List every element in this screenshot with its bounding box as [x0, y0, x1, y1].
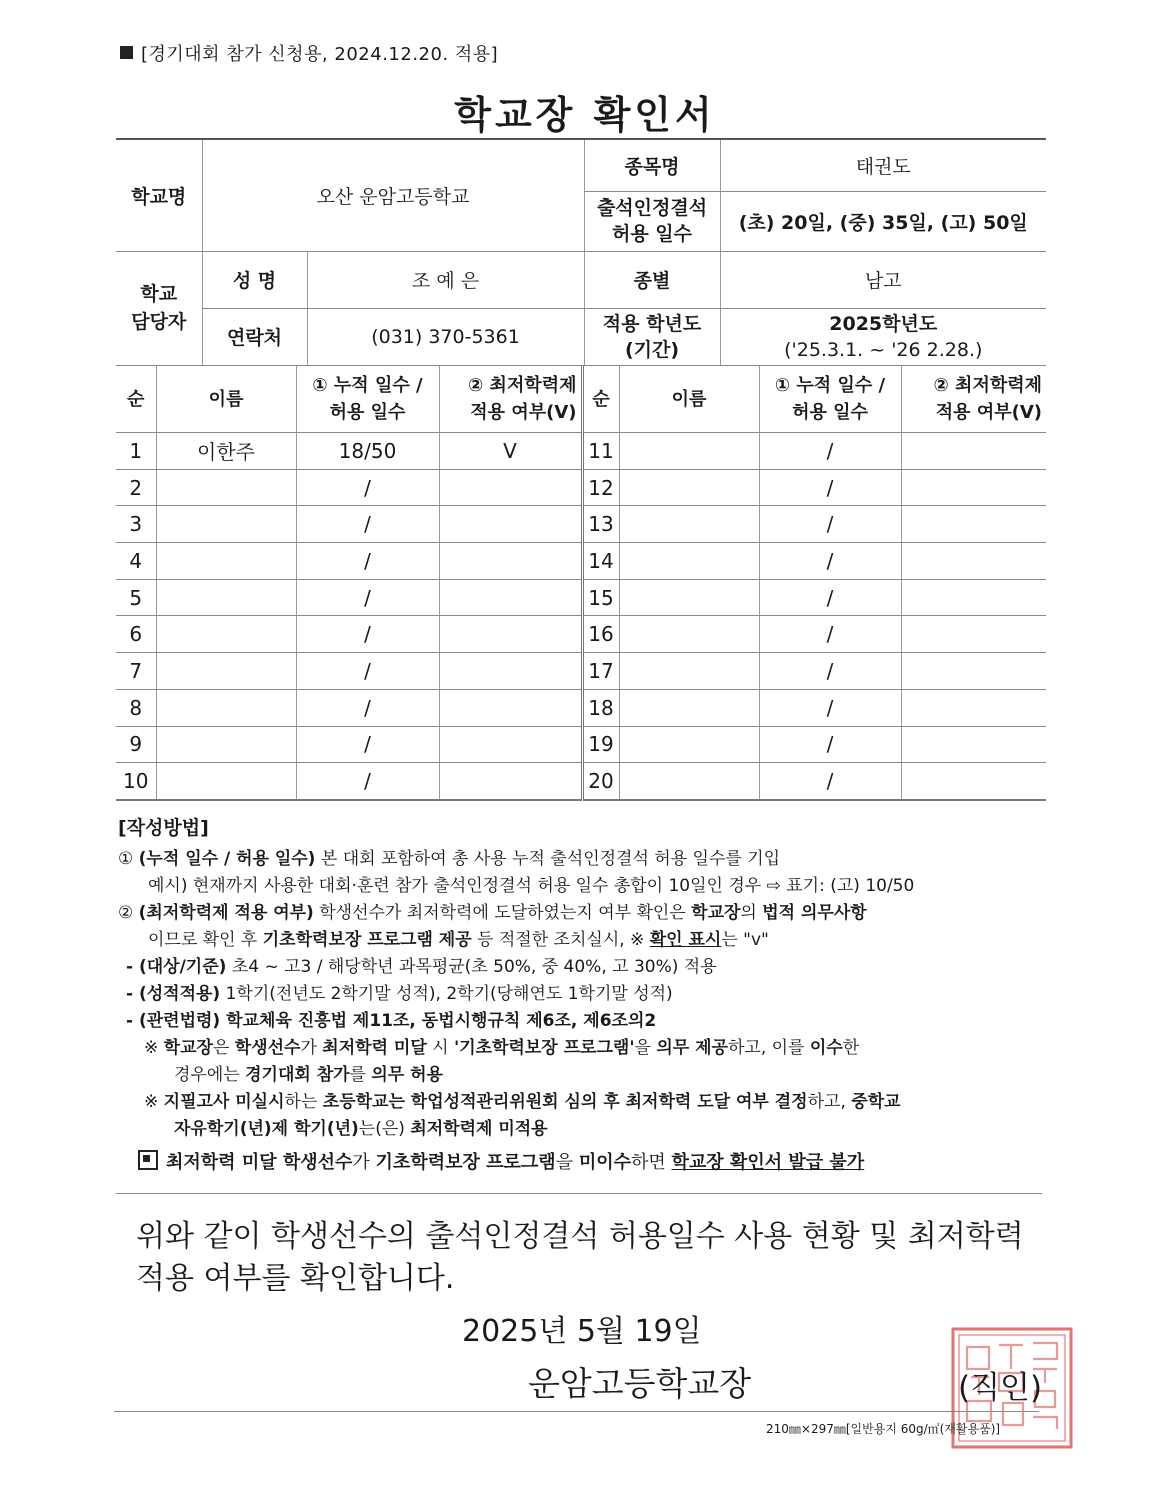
roster-cell-min	[901, 763, 1046, 800]
roster-cell-days: /	[759, 689, 901, 726]
confirmation-line-2: 적용 여부를 확인합니다.	[136, 1261, 455, 1296]
roster-cell-name	[619, 506, 759, 543]
roster-cell-no: 8	[116, 689, 156, 726]
roster-cell-days: /	[296, 543, 439, 580]
manager-name-value: 조 예 은	[307, 251, 584, 308]
manager-label	[116, 251, 202, 365]
note-1: ※ 학교장은 학생선수가 최저학력 미달 시 '기초학력보장 프로그램'을 의무 제공하고, 이를 이수한	[144, 1038, 860, 1058]
issue-date: 2025년 5월 19일	[462, 1314, 702, 1349]
col-header-min-academic-2: ② 최저학력제 적용 여부(V)	[901, 366, 1046, 433]
roster-cell-min	[439, 506, 582, 543]
roster-cell-days: /	[296, 469, 439, 506]
col-header-name: 이름	[156, 366, 296, 433]
roster-cell-name	[619, 579, 759, 616]
roster-cell-days: /	[759, 469, 901, 506]
roster-cell-min	[901, 653, 1046, 690]
seal-label: (직인)	[958, 1370, 1043, 1406]
roster-cell-name	[619, 689, 759, 726]
roster-cell-days: /	[759, 653, 901, 690]
roster-cell-min	[439, 579, 582, 616]
roster-cell-days: /	[296, 726, 439, 763]
roster-cell-no: 9	[116, 726, 156, 763]
roster-cell-no: 12	[582, 469, 619, 506]
roster-cell-no: 4	[116, 543, 156, 580]
criteria-line: - (대상/기준) 초4 ~ 고3 / 해당학년 과목평균(초 50%, 중 40%, 고 30%) 적용	[126, 957, 717, 977]
roster-cell-name	[619, 616, 759, 653]
instruction-item-1-example: 예시) 현재까지 사용한 대회·훈련 참가 출석인정결석 허용 일수 총합이 10일인 경우 ⇨ 표기: (고) 10/50	[148, 876, 915, 896]
manager-name-label: 성 명	[202, 251, 307, 308]
col-header-name-2: 이름	[619, 366, 759, 433]
instruction-item-2-cont: 이므로 확인 후 기초학력보장 프로그램 제공 등 적절한 조치실시, ※ 확인 표시는 "v"	[148, 930, 769, 950]
roster-cell-min	[901, 726, 1046, 763]
document-title: 학교장 확인서	[454, 93, 716, 137]
roster-cell-name	[156, 579, 296, 616]
col-header-days-2: ① 누적 일수 / 허용 일수	[759, 366, 901, 433]
roster-cell-min	[439, 689, 582, 726]
roster-cell-min	[901, 543, 1046, 580]
roster-cell-no: 11	[582, 433, 619, 470]
roster-cell-no: 14	[582, 543, 619, 580]
absence-days-label-line2: 허용 일수	[611, 223, 693, 245]
roster-cell-no: 3	[116, 506, 156, 543]
table-row	[116, 543, 1046, 580]
instruction-item-1: ① (누적 일수 / 허용 일수) 본 대회 포함하여 총 사용 누적 출석인정결석 허용 일수를 기입	[118, 849, 781, 869]
roster-cell-name	[156, 689, 296, 726]
roster-cell-no: 17	[582, 653, 619, 690]
bottom-divider	[114, 1411, 1039, 1412]
manager-label-line2: 담당자	[131, 311, 187, 333]
section-divider	[116, 1193, 1042, 1194]
roster-cell-min	[439, 726, 582, 763]
roster-cell-name: 이한주	[156, 433, 296, 470]
roster-cell-name	[156, 543, 296, 580]
school-name-value: 오산 운암고등학교	[202, 139, 584, 251]
contact-label: 연락처	[202, 308, 307, 365]
note-2: ※ 지필고사 미실시하는 초등학교는 학업성적관리위원회 심의 후 최저학력 도달 여부 결정하고, 중학교	[144, 1092, 901, 1112]
col-header-no-2: 순	[582, 366, 619, 433]
col-header-min-academic: ② 최저학력제 적용 여부(V)	[439, 366, 582, 433]
roster-cell-days: /	[759, 763, 901, 800]
roster-cell-no: 7	[116, 653, 156, 690]
roster-cell-days: 18/50	[296, 433, 439, 470]
manager-label-line1: 학교	[140, 283, 178, 305]
roster-cell-name	[619, 653, 759, 690]
roster-cell-days: /	[759, 726, 901, 763]
roster-cell-name	[619, 726, 759, 763]
final-warning: 최저학력 미달 학생선수가 기초학력보장 프로그램을 미이수하면 학교장 확인서 발급 불가	[118, 1149, 1048, 1176]
roster-header-row	[116, 366, 1046, 433]
roster-cell-name	[156, 469, 296, 506]
col-header-days: ① 누적 일수 / 허용 일수	[296, 366, 439, 433]
category-value: 남고	[720, 251, 1046, 308]
school-year-value-line1: 2025학년도	[829, 312, 938, 335]
roster-cell-no: 1	[116, 433, 156, 470]
athlete-roster-table	[116, 366, 1046, 801]
roster-cell-days: /	[759, 579, 901, 616]
roster-cell-name	[156, 616, 296, 653]
roster-body	[116, 433, 1046, 800]
roster-cell-min	[439, 616, 582, 653]
school-info-table	[116, 138, 1046, 366]
roster-cell-min	[439, 469, 582, 506]
roster-cell-min	[901, 469, 1046, 506]
roster-cell-name	[156, 763, 296, 800]
roster-cell-min	[901, 689, 1046, 726]
table-row	[116, 433, 1046, 470]
absence-days-label-line1: 출석인정결석	[596, 197, 708, 219]
roster-cell-days: /	[759, 616, 901, 653]
roster-cell-no: 2	[116, 469, 156, 506]
absence-days-value: (초) 20일, (중) 35일, (고) 50일	[720, 191, 1046, 251]
school-year-label	[584, 308, 720, 365]
principal-name: 운암고등학교장	[528, 1364, 752, 1403]
roster-cell-no: 10	[116, 763, 156, 800]
note-2-cont: 자유학기(년)제 학기(년)는(은) 최저학력제 미적용	[174, 1119, 548, 1139]
roster-cell-no: 20	[582, 763, 619, 800]
col-header-no: 순	[116, 366, 156, 433]
note-1-cont: 경우에는 경기대회 참가를 의무 허용	[174, 1065, 443, 1085]
sport-label: 종목명	[584, 139, 720, 191]
instruction-item-2: ② (최저학력제 적용 여부) 학생선수가 최저학력에 도달하였는지 여부 확인은 학교장의 법적 의무사항	[118, 903, 867, 923]
confirmation-statement	[136, 1216, 1036, 1300]
paper-spec: 210㎜×297㎜[일반용지 60g/㎡(재활용품)]	[766, 1422, 1001, 1436]
roster-cell-min: V	[439, 433, 582, 470]
roster-cell-min	[901, 506, 1046, 543]
table-row	[116, 506, 1046, 543]
roster-cell-no: 15	[582, 579, 619, 616]
roster-cell-name	[156, 506, 296, 543]
table-row	[116, 653, 1046, 690]
absence-days-label	[584, 191, 720, 251]
roster-cell-days: /	[759, 433, 901, 470]
sport-value: 태권도	[720, 139, 1046, 191]
roster-cell-name	[619, 763, 759, 800]
roster-cell-no: 18	[582, 689, 619, 726]
school-year-label-line2: (기간)	[624, 338, 680, 361]
contact-value: (031) 370-5361	[307, 308, 584, 365]
roster-cell-min	[439, 763, 582, 800]
roster-cell-days: /	[296, 579, 439, 616]
confirmation-line-1: 위와 같이 학생선수의 출석인정결석 허용일수 사용 현황 및 최저학력	[136, 1219, 1024, 1254]
school-year-value	[720, 308, 1046, 365]
roster-cell-name	[156, 726, 296, 763]
roster-cell-no: 13	[582, 506, 619, 543]
roster-cell-days: /	[759, 506, 901, 543]
table-row	[116, 616, 1046, 653]
roster-cell-days: /	[759, 543, 901, 580]
roster-cell-no: 6	[116, 616, 156, 653]
roster-cell-min	[439, 653, 582, 690]
category-label: 종별	[584, 251, 720, 308]
table-row	[116, 469, 1046, 506]
roster-cell-min	[901, 433, 1046, 470]
related-law-line: - (관련법령) 학교체육 진흥법 제11조, 동법시행규칙 제6조, 제6조의2	[126, 1011, 657, 1031]
roster-cell-days: /	[296, 689, 439, 726]
roster-cell-name	[619, 433, 759, 470]
roster-cell-no: 19	[582, 726, 619, 763]
roster-cell-min	[901, 616, 1046, 653]
table-row	[116, 726, 1046, 763]
form-version-note	[120, 40, 498, 66]
square-bullet-icon	[120, 46, 133, 59]
roster-cell-days: /	[296, 506, 439, 543]
roster-cell-days: /	[296, 653, 439, 690]
roster-cell-name	[619, 469, 759, 506]
school-year-period: ('25.3.1. ~ '26 2.28.)	[784, 338, 983, 361]
roster-cell-name	[156, 653, 296, 690]
roster-cell-min	[439, 543, 582, 580]
roster-cell-no: 5	[116, 579, 156, 616]
form-version-text: [경기대회 참가 신청용, 2024.12.20. 적용]	[141, 44, 499, 65]
school-year-label-line1: 적용 학년도	[602, 312, 702, 335]
table-row	[116, 763, 1046, 800]
table-row	[116, 689, 1046, 726]
instructions-heading: [작성방법]	[118, 817, 209, 839]
instructions-section	[118, 815, 1048, 1176]
grade-application-line: - (성적적용) 1학기(전년도 2학기말 성적), 2학기(당해연도 1학기말 성적)	[126, 984, 673, 1004]
roster-cell-no: 16	[582, 616, 619, 653]
school-name-label: 학교명	[116, 139, 202, 251]
roster-cell-name	[619, 543, 759, 580]
table-row	[116, 579, 1046, 616]
roster-cell-days: /	[296, 616, 439, 653]
roster-cell-days: /	[296, 763, 439, 800]
roster-cell-min	[901, 579, 1046, 616]
checkbox-arrow-icon	[138, 1150, 158, 1170]
